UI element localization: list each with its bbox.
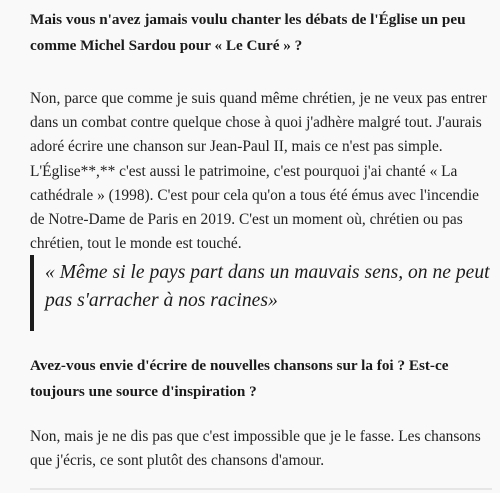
section-divider: [30, 488, 492, 490]
pull-quote: [30, 255, 490, 331]
interview-answer-1: Non, parce que comme je suis quand même chrétien, je ne veux pas entrer dans un combat contre quelque chose à quoi j'adhère malgré tout. J'aurais adoré écrire une chanson sur Jean-Paul II, mais ce n'est pas simple. L'Église**,** c'est aussi le patrimoine, c'est pourquoi j'ai chanté « La cathédrale » (1998). C'est pour cela qu'on a tous été émus avec l'incendie de Notre-Dame de Paris en 2019. C'est un moment où, chrétien ou pas chrétien, tout le monde est touché.: [30, 90, 487, 253]
pull-quote-text: « Même si le pays part dans un mauvais sens, on ne peut pas s'arracher à nos racines»: [45, 262, 490, 311]
interview-question-1: Mais vous n'avez jamais voulu chanter les débats de l'Église un peu comme Michel Sardou pour « Le Curé » ?: [30, 11, 466, 54]
interview-answer-2: Non, mais je ne dis pas que c'est impossible que je le fasse. Les chansons que j'écris, ce sont plutôt des chansons d'amour.: [30, 428, 481, 470]
interview-question-2: Avez-vous envie d'écrire de nouvelles chansons sur la foi ? Est-ce toujours une source d'inspiration ?: [30, 357, 449, 400]
